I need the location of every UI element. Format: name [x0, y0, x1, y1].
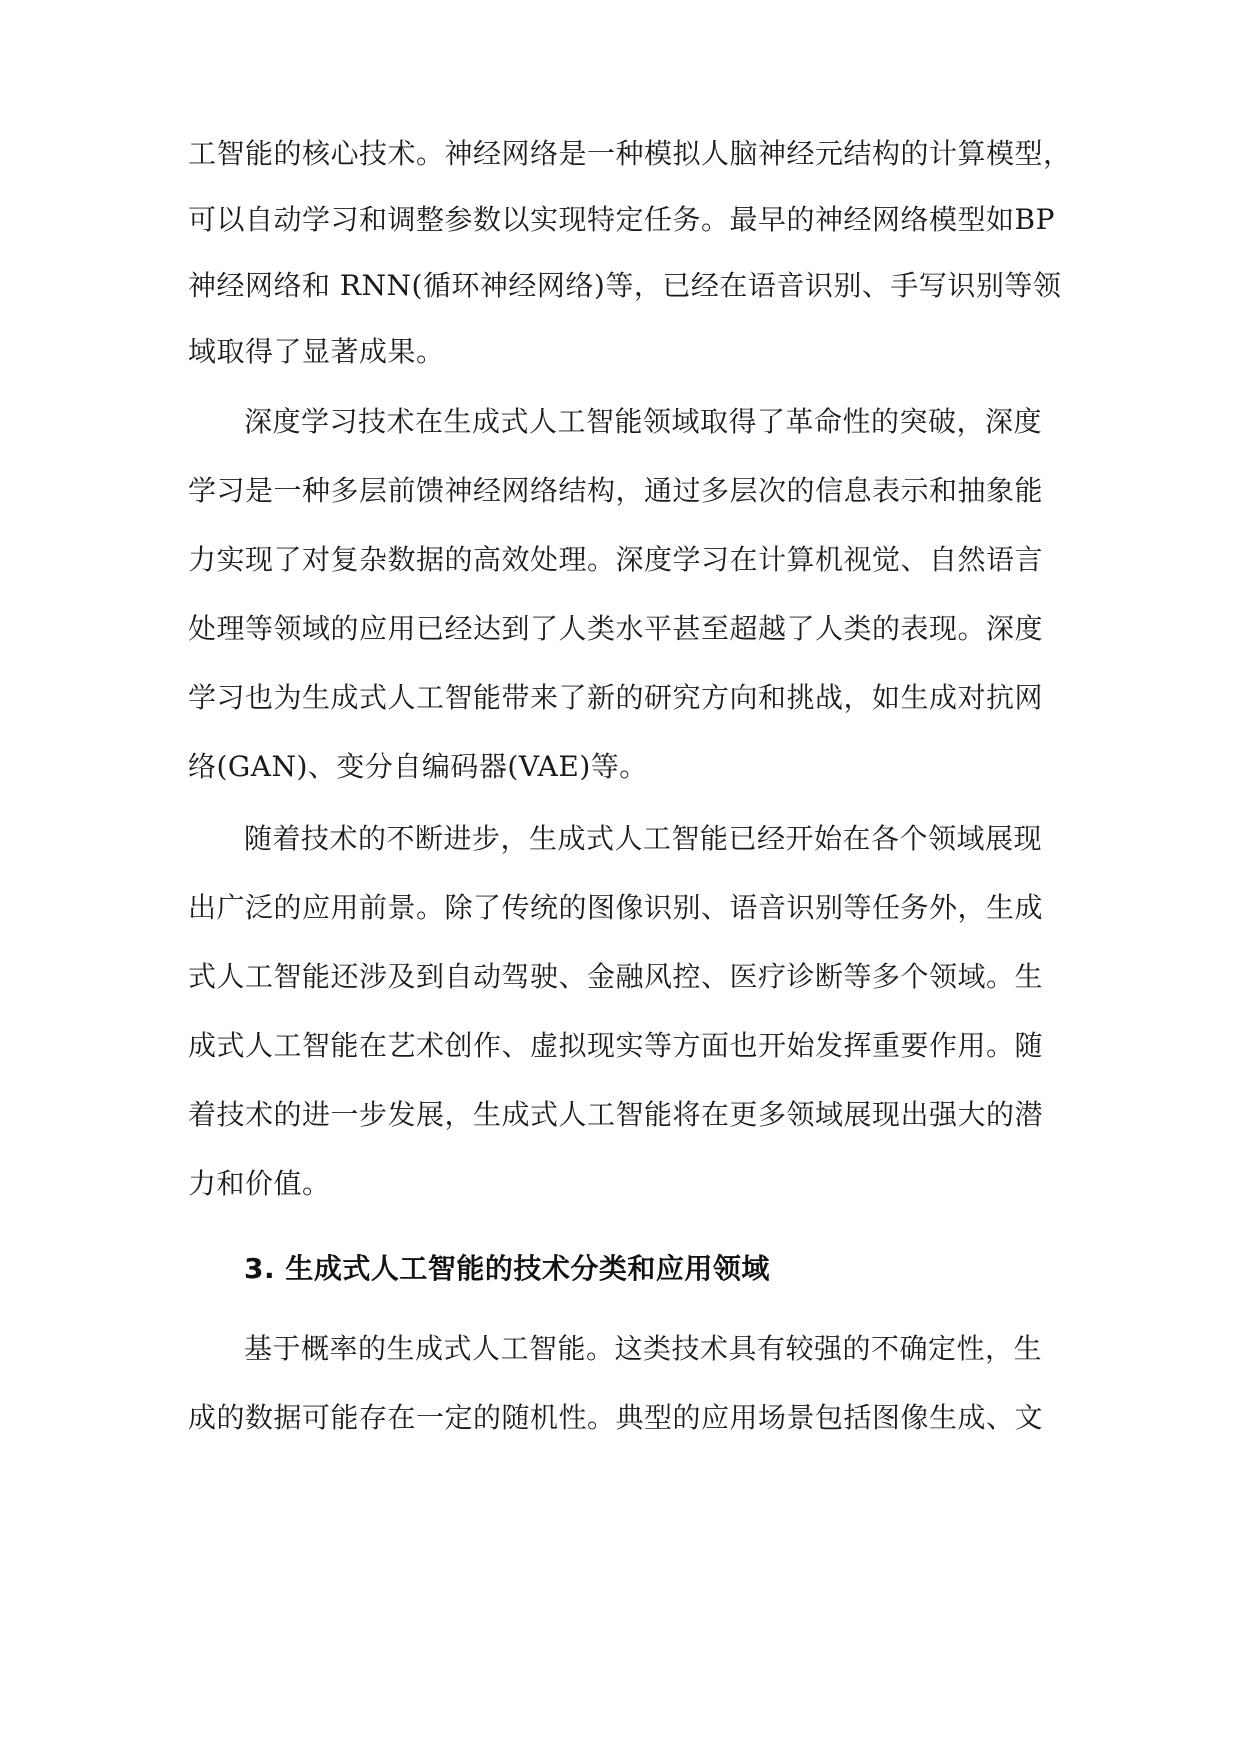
paragraph-1-line-4: 域取得了显著成果。 [188, 335, 445, 368]
paragraph-2-line-5: 学习也为生成式人工智能带来了新的研究方向和挑战，如生成对抗网 [188, 681, 1044, 714]
paragraph-1-line-2: 可以自动学习和调整参数以实现特定任务。最早的神经网络模型如BP [188, 203, 1055, 236]
paragraph-3-line-6: 力和价值。 [188, 1167, 331, 1200]
paragraph-1-line-3: 神经网络和 RNN(循环神经网络)等，已经在语音识别、手写识别等领 [188, 269, 1062, 302]
paragraph-2-line-4: 处理等领域的应用已经达到了人类水平甚至超越了人类的表现。深度 [188, 612, 1044, 645]
paragraph-2-line-3: 力实现了对复杂数据的高效处理。深度学习在计算机视觉、自然语言 [188, 543, 1044, 576]
paragraph-1-line-1: 工智能的核心技术。神经网络是一种模拟人脑神经元结构的计算模型， [188, 137, 1072, 170]
paragraph-3-line-5: 着技术的进一步发展，生成式人工智能将在更多领域展现出强大的潜 [188, 1098, 1044, 1131]
paragraph-4-line-1: 基于概率的生成式人工智能。这类技术具有较强的不确定性，生 [244, 1332, 1043, 1365]
paragraph-3-line-1: 随着技术的不断进步，生成式人工智能已经开始在各个领域展现 [244, 822, 1043, 855]
paragraph-2-line-2: 学习是一种多层前馈神经网络结构，通过多层次的信息表示和抽象能 [188, 474, 1044, 507]
section-heading: 3. 生成式人工智能的技术分类和应用领域 [244, 1252, 770, 1285]
paragraph-4-line-2: 成的数据可能存在一定的随机性。典型的应用场景包括图像生成、文 [188, 1401, 1044, 1434]
paragraph-3-line-4: 成式人工智能在艺术创作、虚拟现实等方面也开始发挥重要作用。随 [188, 1029, 1044, 1062]
paragraph-2-line-1: 深度学习技术在生成式人工智能领域取得了革命性的突破，深度 [244, 405, 1043, 438]
paragraph-2-line-6: 络(GAN)、变分自编码器(VAE)等。 [188, 750, 648, 783]
paragraph-3-line-3: 式人工智能还涉及到自动驾驶、金融风控、医疗诊断等多个领域。生 [188, 960, 1044, 993]
paragraph-3-line-2: 出广泛的应用前景。除了传统的图像识别、语音识别等任务外，生成 [188, 891, 1044, 924]
